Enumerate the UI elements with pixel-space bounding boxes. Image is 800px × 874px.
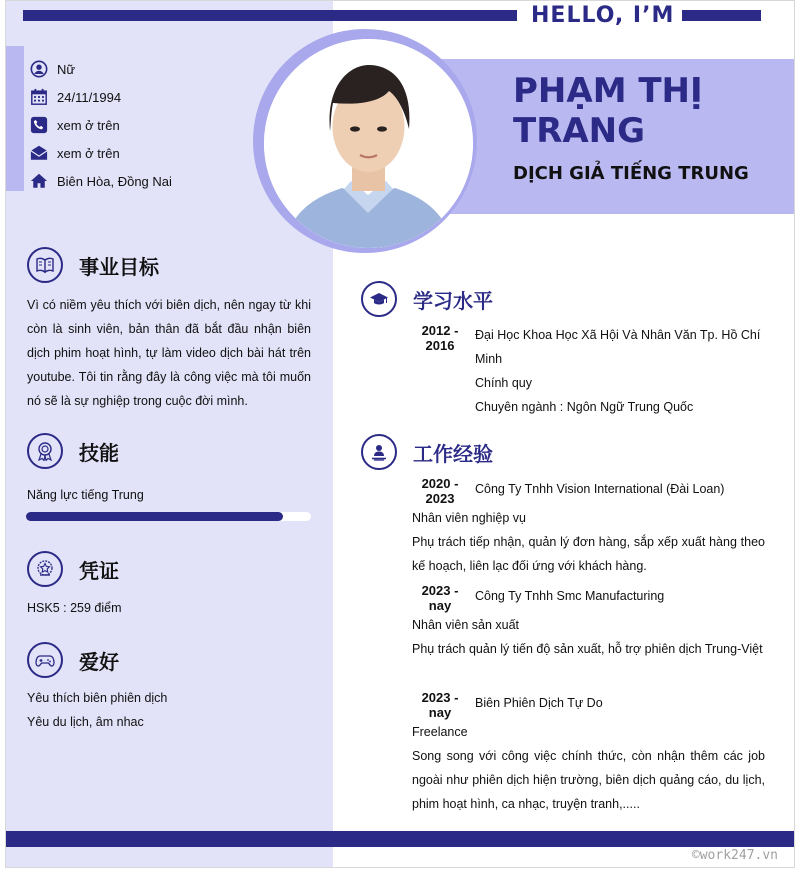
experience-description: Phụ trách tiếp nhận, quản lý đơn hàng, sắp xếp xuất hàng theo kế hoạch, liên lạc đối ứng với khách hàng. (412, 535, 765, 573)
contact-gender-text: Nữ (57, 61, 76, 77)
contact-birthday-text: 24/11/1994 (57, 89, 122, 105)
phone-icon (30, 116, 48, 134)
experience-position: Nhân viên nghiệp vụ (412, 511, 526, 525)
hobbies-title: 爱好 (79, 649, 119, 674)
education-title: 学习水平 (413, 288, 493, 313)
experience-years (412, 690, 468, 720)
experience-year-start: 2023 - (421, 690, 459, 705)
hello-heading: HELLO, I’M (531, 3, 675, 28)
hobbies-heading (27, 642, 119, 678)
bottom-accent-bar (6, 831, 795, 847)
objective-heading (27, 247, 159, 283)
experience-year-start: 2023 - (421, 583, 459, 598)
experience-company: Công Ty Tnhh Vision International (Đài Loan) (475, 482, 725, 496)
certificates-heading (27, 551, 119, 587)
hobby-item: Yêu thích biên phiên dịch (27, 691, 168, 705)
skill-level-fill (26, 512, 283, 521)
worker-icon (361, 434, 397, 470)
contact-address-text: Biên Hòa, Đồng Nai (57, 173, 172, 189)
cv-page (5, 0, 795, 868)
certificates-title: 凭证 (79, 558, 119, 583)
gamepad-icon (27, 642, 63, 678)
experience-year-end: 2023 (425, 491, 455, 506)
watermark: ©work247.vn (691, 848, 778, 863)
objective-text: Vì có niềm yêu thích với biên dịch, nên ngay từ khi còn là sinh viên, bản thân đã bắt đầu nhận biên dịch phim hoạt hình, tự làm video dịch bài hát trên youtube. Tôi tin rằng đây là công việc mà tôi muốn nó sẽ là sự nghiệp trong cuộc đời mình. (27, 298, 311, 408)
graduation-cap-icon (361, 281, 397, 317)
calendar-icon (30, 88, 48, 106)
award-badge-icon (27, 433, 63, 469)
experience-description: Phụ trách quản lý tiến độ sản xuất, hỗ trợ phiên dịch Trung-Việt (412, 642, 763, 656)
top-accent-bar-right (682, 10, 761, 21)
top-accent-bar-left (23, 10, 517, 21)
contact-phone-text: xem ở trên (57, 117, 120, 133)
education-school: Đại Học Khoa Học Xã Hội Và Nhân Văn Tp. Hồ Chí Minh (475, 328, 761, 366)
user-icon (30, 60, 48, 78)
education-details (475, 323, 770, 419)
contact-list (30, 55, 172, 195)
objective-title: 事业目标 (79, 254, 159, 279)
certificate-medal-icon (27, 551, 63, 587)
candidate-role: DỊCH GIẢ TIẾNG TRUNG (513, 163, 749, 184)
experience-year-start: 2020 - (421, 476, 459, 491)
experience-years (412, 476, 468, 506)
education-heading (361, 281, 493, 317)
skills-title: 技能 (79, 440, 119, 465)
skills-heading (27, 433, 119, 469)
experience-year-end: nay (428, 598, 452, 613)
contact-phone (30, 111, 172, 139)
contact-accent-strip (6, 46, 24, 191)
education-years (412, 323, 468, 353)
candidate-name: PHẠM THỊ TRANG (513, 71, 703, 151)
experience-years (412, 583, 468, 613)
education-type: Chính quy (475, 376, 532, 390)
experience-company: Công Ty Tnhh Smc Manufacturing (475, 589, 665, 603)
experience-description: Song song với công việc chính thức, còn nhận thêm các job ngoài như phiên dịch hiện trường, biên dịch quảng cáo, du lịch, phim hoạt hình, ca nhạc, truyện tranh,..... (412, 749, 765, 811)
contact-birthday (30, 83, 172, 111)
contact-address (30, 167, 172, 195)
experience-position: Freelance (412, 725, 468, 739)
experience-heading (361, 434, 493, 470)
experience-title: 工作经验 (413, 441, 493, 466)
name-panel (431, 59, 795, 214)
email-icon (30, 144, 48, 162)
home-icon (30, 172, 48, 190)
contact-gender (30, 55, 172, 83)
experience-year-end: nay (428, 705, 452, 720)
education-year-end: 2016 (425, 338, 455, 353)
contact-email (30, 139, 172, 167)
certificate-text: HSK5 : 259 điểm (27, 601, 122, 615)
experience-position: Nhân viên sản xuất (412, 618, 520, 632)
experience-company: Biên Phiên Dịch Tự Do (475, 696, 603, 710)
portrait-illustration (264, 39, 473, 248)
profile-photo (264, 39, 473, 248)
book-icon (27, 247, 63, 283)
education-major: Chuyên ngành : Ngôn Ngữ Trung Quốc (475, 400, 694, 414)
education-year-start: 2012 - (421, 323, 459, 338)
skill-name: Năng lực tiếng Trung (27, 488, 144, 502)
contact-email-text: xem ở trên (57, 145, 120, 161)
hobby-item: Yêu du lịch, âm nhac (27, 715, 144, 729)
skill-level-bar (26, 512, 311, 521)
